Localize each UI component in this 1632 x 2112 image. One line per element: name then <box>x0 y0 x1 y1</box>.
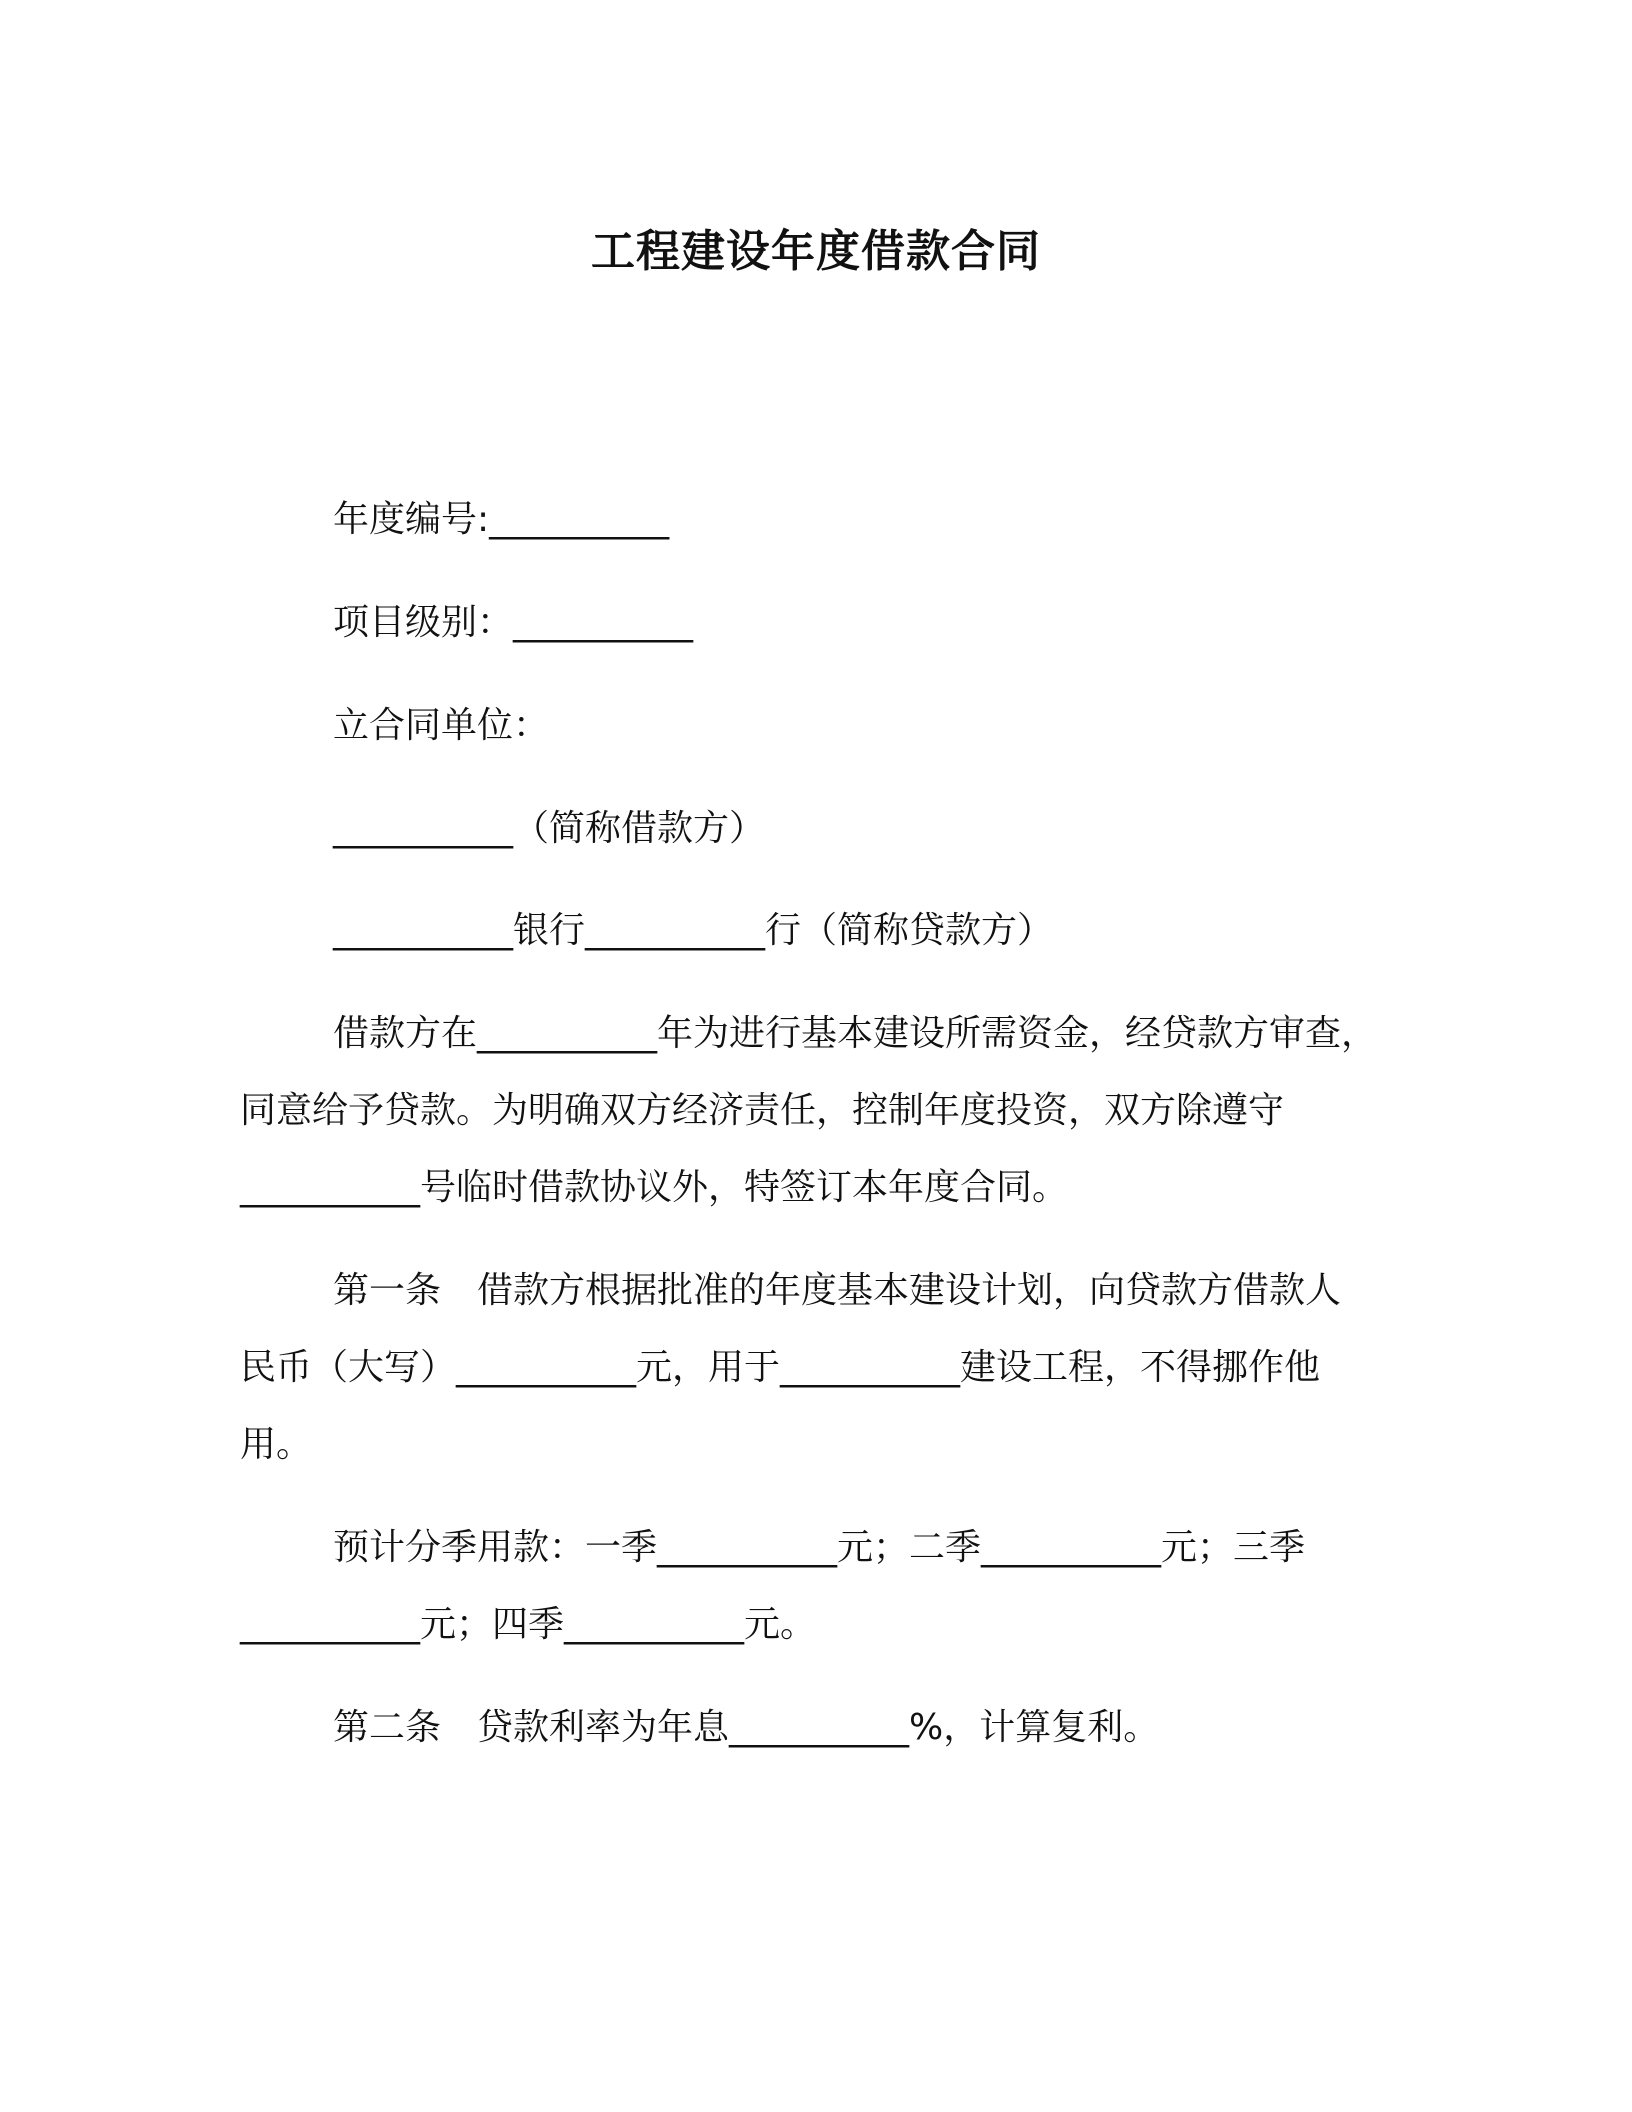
project-level-line: 项目级别：__________ <box>333 602 694 643</box>
article-1-line-3: 用。 <box>240 1424 313 1465</box>
preamble-line-3: __________号临时借款协议外，特签订本年度合同。 <box>240 1167 1069 1208</box>
quarterly-plan-line-2: __________元；四季__________元。 <box>240 1604 817 1645</box>
contracting-parties-label: 立合同单位： <box>333 705 550 746</box>
quarterly-plan-line-1: 预计分季用款：一季__________元；二季__________元；三季 <box>333 1527 1306 1568</box>
borrower-line: __________（简称借款方） <box>333 808 766 849</box>
annual-number-line: 年度编号:__________ <box>333 499 670 540</box>
preamble-line-1: 借款方在__________年为进行基本建设所需资金，经贷款方审查， <box>333 1013 1378 1054</box>
preamble-line-2: 同意给予贷款。为明确双方经济责任，控制年度投资，双方除遵守 <box>240 1090 1285 1131</box>
article-1-line-1: 第一条 借款方根据批准的年度基本建设计划，向贷款方借款人 <box>333 1270 1342 1311</box>
document-title: 工程建设年度借款合同 <box>591 226 1041 277</box>
article-2-line: 第二条 贷款利率为年息__________%，计算复利。 <box>333 1707 1160 1748</box>
lender-line: __________银行__________行（简称贷款方） <box>333 910 1054 951</box>
article-1-line-2: 民币（大写）__________元，用于__________建设工程，不得挪作他 <box>240 1347 1321 1388</box>
